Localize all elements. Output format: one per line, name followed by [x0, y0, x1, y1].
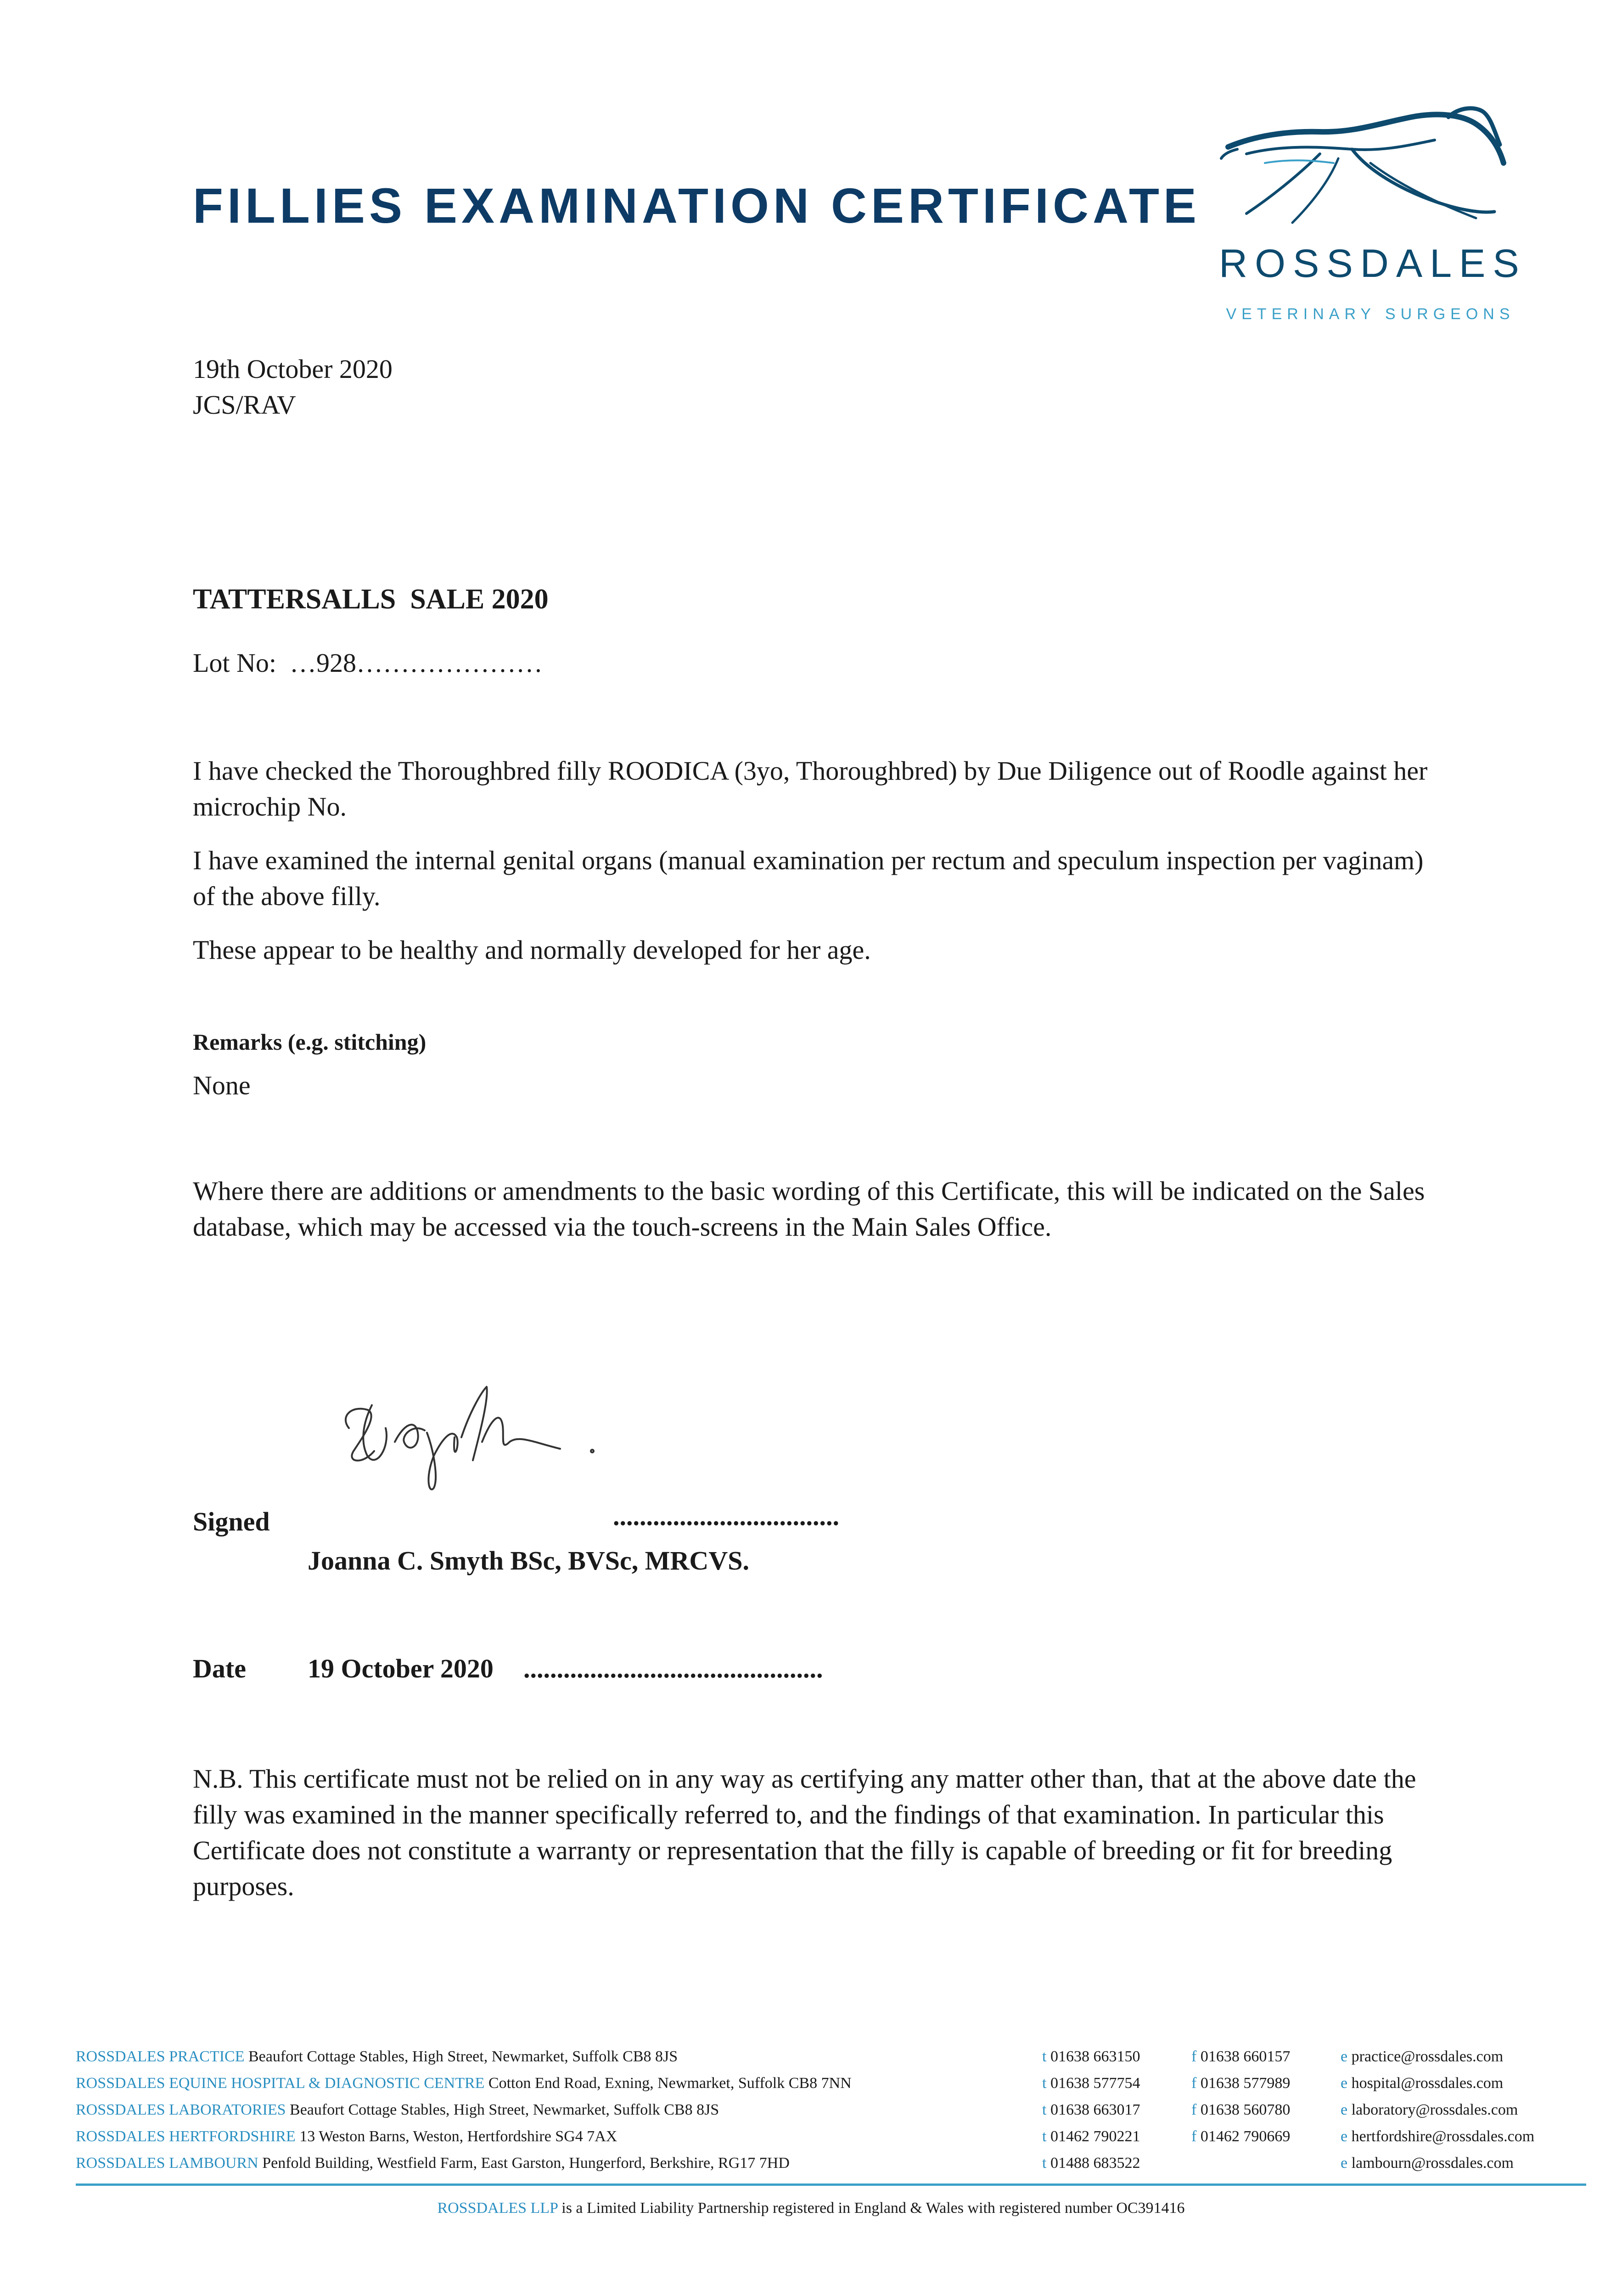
logo-wordmark: ROSSDALES	[1219, 242, 1527, 286]
footer-address: Penfold Building, Westfield Farm, East Garston, Hungerford, Berkshire, RG17 7HD	[258, 2155, 790, 2172]
footer-address: Beaufort Cottage Stables, High Street, Newmarket, Suffolk CB8 8JS	[286, 2101, 719, 2118]
phone-prefix: t	[1042, 2101, 1047, 2118]
fax-prefix: f	[1191, 2075, 1197, 2092]
footer-branch-name: ROSSDALES LAMBOURN	[76, 2155, 258, 2172]
footer-row-laboratories	[76, 2101, 1591, 2128]
footer-contacts	[76, 2048, 1591, 2181]
disclaimer: N.B. This certificate must not be relied on in any way as certifying any matter other than, that at the above date the filly was examined in the manner specifically referred to, and the findings of that examination. In particular this Certificate does not constitute a warranty or representation that the filly is capable of breeding or fit for breeding purposes.	[193, 1764, 1416, 1901]
reference-block	[193, 351, 393, 423]
horse-logo-icon	[1219, 103, 1522, 241]
footer-row-hospital	[76, 2075, 1591, 2101]
signature-line: ..................................	[613, 1501, 839, 1531]
footer-address: Cotton End Road, Exning, Newmarket, Suffolk CB8 7NN	[484, 2075, 852, 2092]
footer-phone: 01638 577754	[1046, 2075, 1140, 2092]
rossdales-logo	[1219, 103, 1527, 342]
email-prefix: e	[1341, 2101, 1348, 2118]
email-prefix: e	[1341, 2048, 1348, 2065]
footer-row-lambourn	[76, 2155, 1591, 2181]
date-value: 19 October 2020	[308, 1654, 494, 1683]
sale-heading: TATTERSALLS SALE 2020	[193, 584, 549, 615]
statement-findings: These appear to be healthy and normally developed for her age.	[193, 935, 871, 965]
footer-email[interactable]: lambourn@rossdales.com	[1347, 2155, 1514, 2172]
llp-text: is a Limited Liability Partnership registered in England & Wales with registered number OC391416	[557, 2200, 1185, 2217]
phone-prefix: t	[1042, 2048, 1047, 2065]
signed-label: Signed	[193, 1507, 270, 1536]
footer-address: 13 Weston Barns, Weston, Hertfordshire SG4 7AX	[295, 2128, 617, 2145]
footer-phone: 01638 663150	[1046, 2048, 1140, 2065]
email-prefix: e	[1341, 2075, 1348, 2092]
llp-name: ROSSDALES LLP	[437, 2200, 558, 2217]
remarks-label: Remarks (e.g. stitching)	[193, 1029, 427, 1055]
reference-code: JCS/RAV	[193, 390, 296, 420]
footer-address: Beaufort Cottage Stables, High Street, Newmarket, Suffolk CB8 8JS	[244, 2048, 678, 2065]
remarks-value: None	[193, 1070, 251, 1100]
footer-email[interactable]: laboratory@rossdales.com	[1347, 2101, 1518, 2118]
footer-email[interactable]: hospital@rossdales.com	[1347, 2075, 1504, 2092]
lot-number: Lot No: …928…………………	[193, 648, 543, 678]
footer-phone: 01638 663017	[1046, 2101, 1140, 2118]
fax-prefix: f	[1191, 2101, 1197, 2118]
certificate-date: 19th October 2020	[193, 354, 393, 384]
signer-name: Joanna C. Smyth BSc, BVSc, MRCVS.	[308, 1546, 749, 1576]
footer-divider	[76, 2183, 1586, 2186]
footer-phone: 01488 683522	[1046, 2155, 1140, 2172]
statement-microchip: I have checked the Thoroughbred filly ROODICA (3yo, Thoroughbred) by Due Diligence out of Roodle against her microchip No.	[193, 756, 1428, 822]
footer-row-practice	[76, 2048, 1591, 2075]
statement-examination: I have examined the internal genital organs (manual examination per rectum and speculum inspection per vaginam) of the above filly.	[193, 845, 1424, 911]
footer-fax: 01638 560780	[1196, 2101, 1291, 2118]
date-label: Date	[193, 1654, 246, 1683]
footer-email[interactable]: practice@rossdales.com	[1347, 2048, 1504, 2065]
footer-fax: 01638 660157	[1196, 2048, 1291, 2065]
footer-phone: 01462 790221	[1046, 2128, 1140, 2145]
fax-prefix: f	[1191, 2048, 1197, 2065]
amendments-note: Where there are additions or amendments to the basic wording of this Certificate, this will be indicated on the Sales database, which may be accessed via the touch-screens in the Main Sales Office.	[193, 1176, 1425, 1242]
email-prefix: e	[1341, 2128, 1348, 2145]
fax-prefix: f	[1191, 2128, 1197, 2145]
email-prefix: e	[1341, 2155, 1348, 2172]
handwritten-signature	[335, 1373, 647, 1497]
footer-branch-name: ROSSDALES EQUINE HOSPITAL & DIAGNOSTIC CENTRE	[76, 2075, 485, 2092]
footer-branch-name: ROSSDALES PRACTICE	[76, 2048, 245, 2065]
footer-row-hertfordshire	[76, 2128, 1591, 2155]
llp-registration	[0, 2200, 1622, 2217]
logo-subtitle: VETERINARY SURGEONS	[1226, 305, 1515, 323]
footer-branch-name: ROSSDALES HERTFORDSHIRE	[76, 2128, 296, 2145]
certificate-title: FILLIES EXAMINATION CERTIFICATE	[193, 178, 1201, 233]
date-line: .............................................	[523, 1654, 823, 1683]
footer-fax: 01638 577989	[1196, 2075, 1291, 2092]
phone-prefix: t	[1042, 2075, 1047, 2092]
phone-prefix: t	[1042, 2155, 1047, 2172]
footer-fax: 01462 790669	[1196, 2128, 1291, 2145]
footer-branch-name: ROSSDALES LABORATORIES	[76, 2101, 286, 2118]
phone-prefix: t	[1042, 2128, 1047, 2145]
footer-email[interactable]: hertfordshire@rossdales.com	[1347, 2128, 1535, 2145]
